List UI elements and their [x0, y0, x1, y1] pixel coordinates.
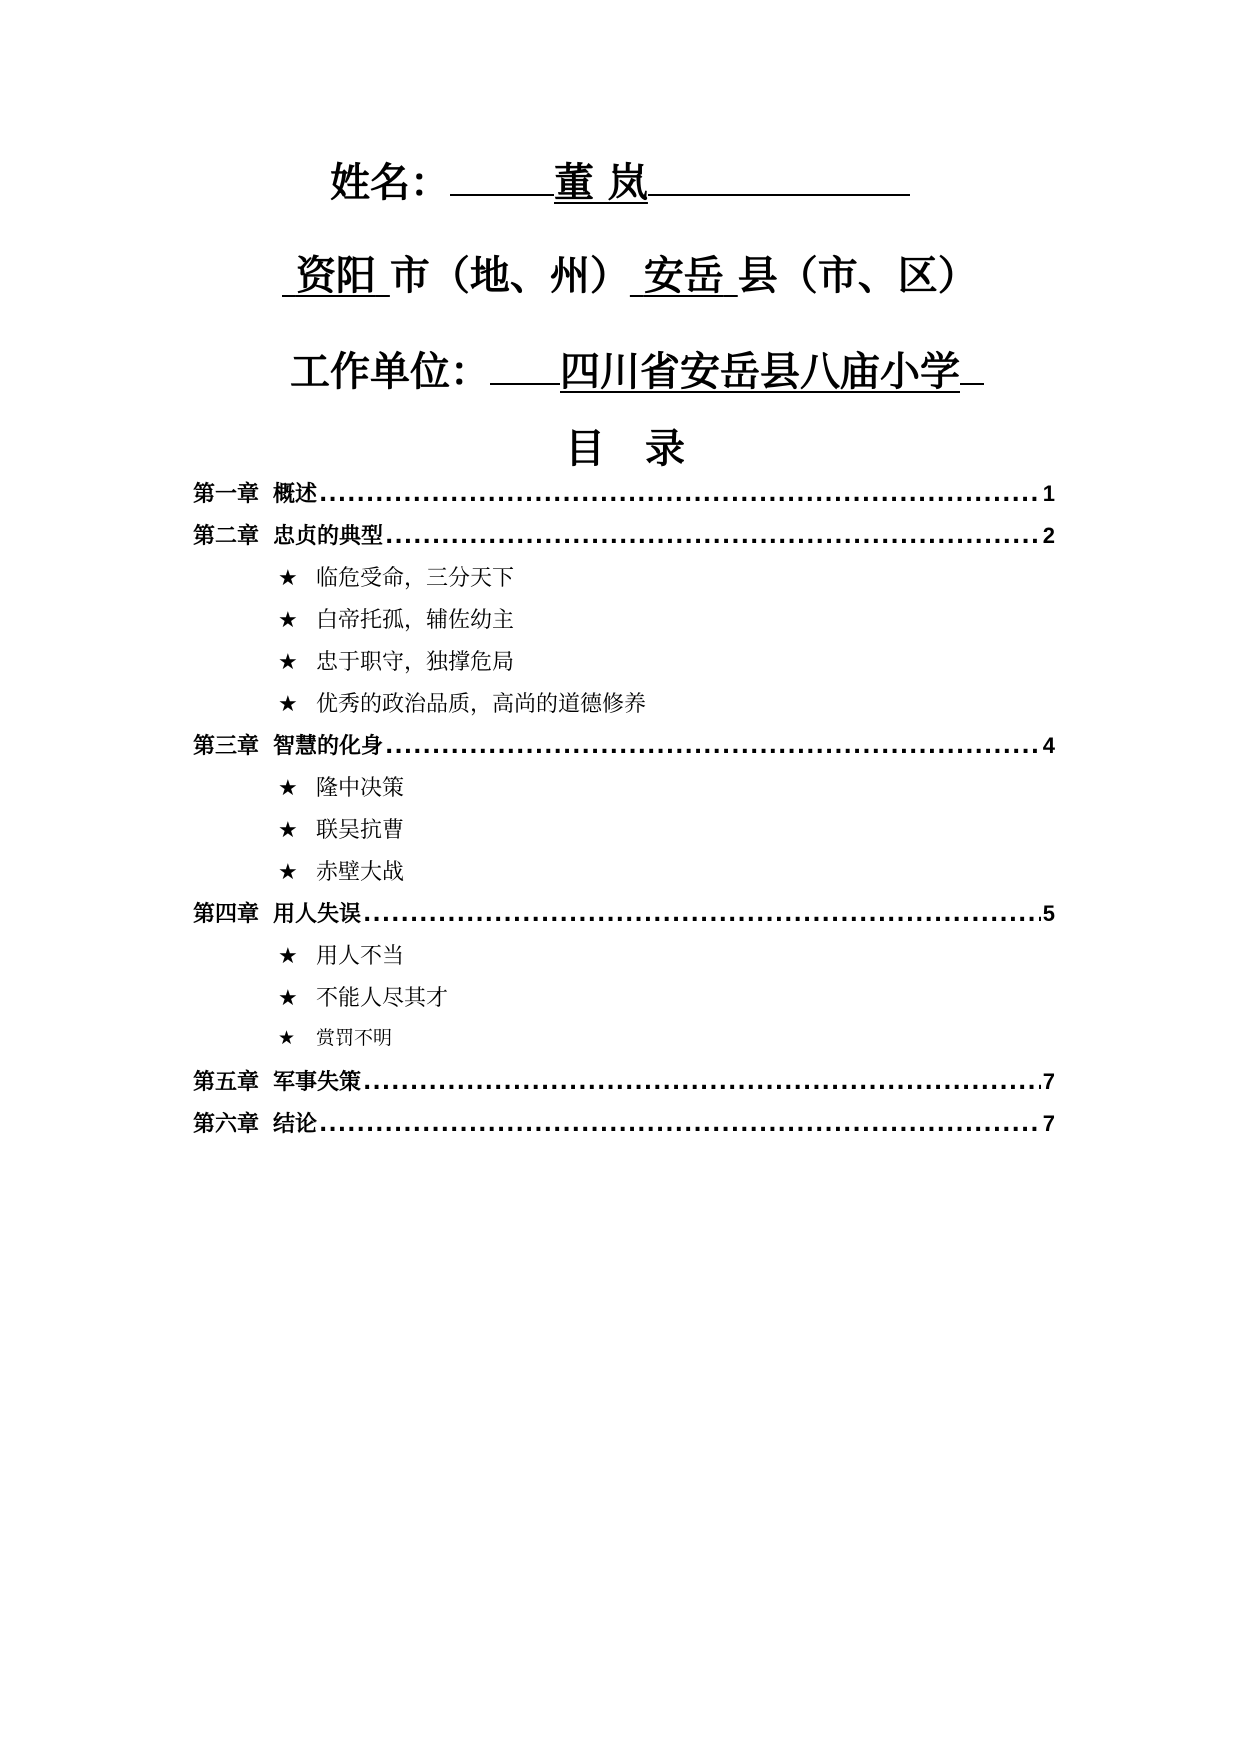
- subsection-title: 不能人尽其才: [316, 986, 449, 1011]
- star-icon: ★: [278, 944, 298, 969]
- toc-subsection[interactable]: [193, 687, 1055, 729]
- subsection-title: 白帝托孤，辅佐幼主: [316, 608, 515, 633]
- county-suffix: 县（市、区）: [737, 253, 978, 299]
- chapter-title: 智慧的化身: [273, 734, 384, 759]
- table-of-contents: [193, 477, 1055, 1149]
- page-number: 2: [1042, 523, 1055, 548]
- name-underline-right: [648, 158, 910, 196]
- page-number: 7: [1042, 1111, 1055, 1136]
- unit-value: 四川省安岳县八庙小学: [560, 349, 960, 395]
- leader-dots: [363, 902, 1041, 927]
- chapter-title: 军事失策: [273, 1070, 362, 1095]
- subsection-title: 忠于职守，独撑危局: [316, 650, 515, 675]
- page-number: 7: [1042, 1069, 1055, 1094]
- star-icon: ★: [278, 818, 298, 843]
- toc-subsection[interactable]: [193, 771, 1055, 813]
- star-icon: ★: [278, 986, 298, 1011]
- leader-dots: [385, 734, 1041, 759]
- toc-subsection[interactable]: [193, 1023, 1055, 1065]
- county-value: 安岳: [643, 253, 724, 299]
- subsection-title: 用人不当: [316, 944, 405, 969]
- subsection-title: 临危受命，三分天下: [316, 566, 515, 591]
- chapter-label: 第二章: [193, 524, 260, 549]
- toc-chapter-row[interactable]: [193, 1107, 1055, 1149]
- toc-chapter-row[interactable]: [193, 729, 1055, 771]
- toc-chapter-row[interactable]: [193, 477, 1055, 519]
- toc-chapter-row[interactable]: [193, 1065, 1055, 1107]
- chapter-title: 结论: [273, 1112, 318, 1137]
- name-value: 董 岚: [554, 160, 648, 206]
- unit-underline-lead: [490, 347, 560, 385]
- star-icon: ★: [278, 860, 298, 885]
- chapter-label: 第三章: [193, 734, 260, 759]
- star-icon: ★: [278, 692, 298, 717]
- toc-chapter-row[interactable]: [193, 519, 1055, 561]
- chapter-label: 第四章: [193, 902, 260, 927]
- star-icon: ★: [278, 1027, 296, 1049]
- chapter-title: 概述: [273, 482, 318, 507]
- subsection-title: 赏罚不明: [316, 1027, 393, 1049]
- toc-title: 目 录: [565, 426, 685, 472]
- subsection-title: 隆中决策: [316, 776, 405, 801]
- region-line: [282, 252, 978, 300]
- unit-line: [290, 347, 984, 396]
- subsection-title: 优秀的政治品质，高尚的道德修养: [316, 692, 647, 717]
- city-value: 资阳: [295, 253, 376, 299]
- page-number: 5: [1042, 901, 1055, 926]
- leader-dots: [319, 482, 1041, 507]
- toc-chapter-row[interactable]: [193, 897, 1055, 939]
- subsection-title: 赤壁大战: [316, 860, 405, 885]
- chapter-label: 第六章: [193, 1112, 260, 1137]
- toc-subsection[interactable]: [193, 939, 1055, 981]
- leader-dots: [319, 1112, 1041, 1137]
- unit-underline-trail: [960, 347, 984, 385]
- subsection-title: 联吴抗曹: [316, 818, 405, 843]
- page-number: 4: [1042, 733, 1055, 758]
- star-icon: ★: [278, 608, 298, 633]
- city-blank-lead: [282, 253, 296, 299]
- unit-label: 工作单位：: [290, 349, 490, 395]
- chapter-label: 第五章: [193, 1070, 260, 1095]
- toc-subsection[interactable]: [193, 855, 1055, 897]
- toc-subsection[interactable]: [193, 561, 1055, 603]
- toc-subsection[interactable]: [193, 645, 1055, 687]
- name-line: [330, 158, 910, 207]
- chapter-title: 忠贞的典型: [273, 524, 384, 549]
- name-underline-left: [450, 158, 554, 196]
- leader-dots: [385, 524, 1041, 549]
- chapter-title: 用人失误: [273, 902, 362, 927]
- toc-subsection[interactable]: [193, 981, 1055, 1023]
- leader-dots: [363, 1070, 1041, 1095]
- page-number: 1: [1042, 481, 1055, 506]
- star-icon: ★: [278, 566, 298, 591]
- toc-subsection[interactable]: [193, 603, 1055, 645]
- star-icon: ★: [278, 776, 298, 801]
- chapter-label: 第一章: [193, 482, 260, 507]
- city-suffix: 市（地、州）: [389, 253, 630, 299]
- toc-subsection[interactable]: [193, 813, 1055, 855]
- star-icon: ★: [278, 650, 298, 675]
- name-label: 姓名：: [330, 160, 450, 206]
